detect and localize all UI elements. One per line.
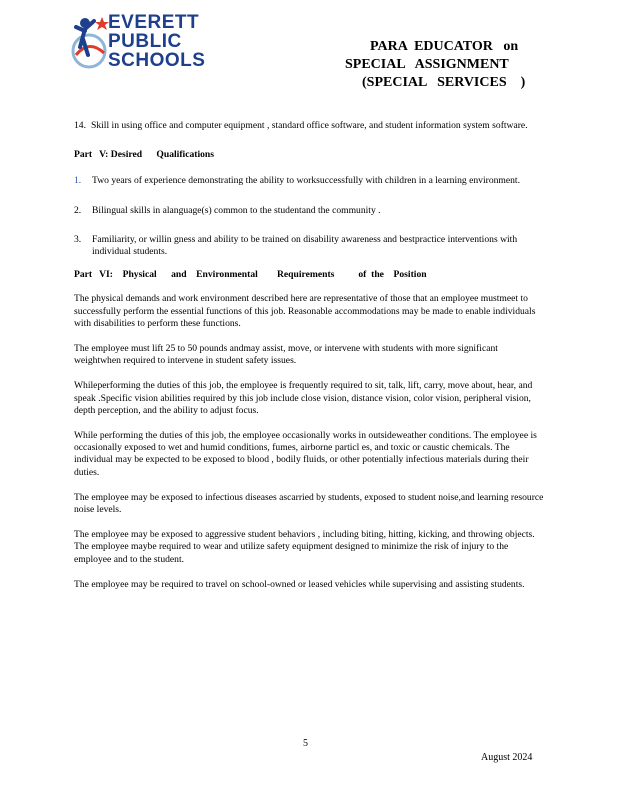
list-item-number: 14. xyxy=(74,120,86,131)
paragraph: The employee may be required to travel on school-owned or leased vehicles while supervising and assisting students. xyxy=(74,578,525,590)
page-number: 5 xyxy=(303,738,308,749)
part5-heading: Part V: Desired Qualifications xyxy=(74,149,214,161)
list-item-number: 1. xyxy=(74,175,82,187)
document-title xyxy=(345,38,525,92)
part6-heading: Part VI: Physical and Environmental Requirements of the Position xyxy=(74,269,427,281)
list-item-text: Skill in using office and computer equipment , standard office software, and student information system software. xyxy=(91,120,528,131)
list-item-text: Bilingual skills in alanguage(s) common to the studentand the community . xyxy=(92,204,381,216)
paragraph: The employee may be exposed to infectious diseases ascarried by students, exposed to student noise,and learning resource noise levels. xyxy=(74,491,544,516)
list-item-number: 2. xyxy=(74,204,82,216)
qualification-item xyxy=(74,234,544,258)
logo-emblem-icon xyxy=(68,13,110,75)
list-item-text: Familiarity, or willin gness and ability to be trained on disability awareness and bestpractice interventions with individual students. xyxy=(92,233,518,258)
paragraph: The employee may be exposed to aggressive student behaviors , including biting, hitting, kicking, and throwing objects. The employee maybe required to wear and utilize safety equipment designed to minimize the risk of injury to the employee and to the student. xyxy=(74,529,535,565)
list-item-text: Two years of experience demonstrating the ability to worksuccessfully with children in a learning environment. xyxy=(92,175,520,187)
logo-line-2: PUBLIC xyxy=(108,31,182,52)
title-line-1: PARA EDUCATOR on xyxy=(370,39,519,54)
logo-line-3: SCHOOLS xyxy=(108,50,206,71)
logo-line-1: EVERETT xyxy=(108,12,200,33)
document-body xyxy=(74,120,544,591)
qualification-item xyxy=(74,175,544,187)
list-item-number: 3. xyxy=(74,233,82,245)
title-line-2: SPECIAL ASSIGNMENT xyxy=(345,57,509,72)
paragraph: Whileperforming the duties of this job, the employee is frequently required to sit, talk, lift, carry, move about, hear, and speak .Specific vision abilities required by this job include close vision, distance vision, color vision, peripheral vision, depth perception, and the ability to adjust focus. xyxy=(74,380,533,416)
footer-date: August 2024 xyxy=(481,752,533,763)
everett-logo xyxy=(68,13,238,83)
title-line-3: (SPECIAL SERVICES ) xyxy=(362,75,526,90)
paragraph: The physical demands and work environment described here are representative of those that an employee mustmeet to successfully perform the essential functions of this job. Reasonable accommodations may be made to enable individuals with disabilities to perform these functions. xyxy=(74,293,536,329)
qualification-item xyxy=(74,205,544,217)
list-item-14 xyxy=(74,120,544,132)
paragraph: While performing the duties of this job, the employee occasionally works in outsideweather conditions. The employee is occasionally exposed to wet and humid conditions, fumes, airborne particl es, and toxic or caustic chemicals. The individual may be expected to be exposed to blood , bodily fluids, or other potentially infectious materials during their duties. xyxy=(74,430,537,478)
paragraph: The employee must lift 25 to 50 pounds andmay assist, move, or intervene with students with more significant weightwhen required to intervene in student safety issues. xyxy=(74,343,498,367)
